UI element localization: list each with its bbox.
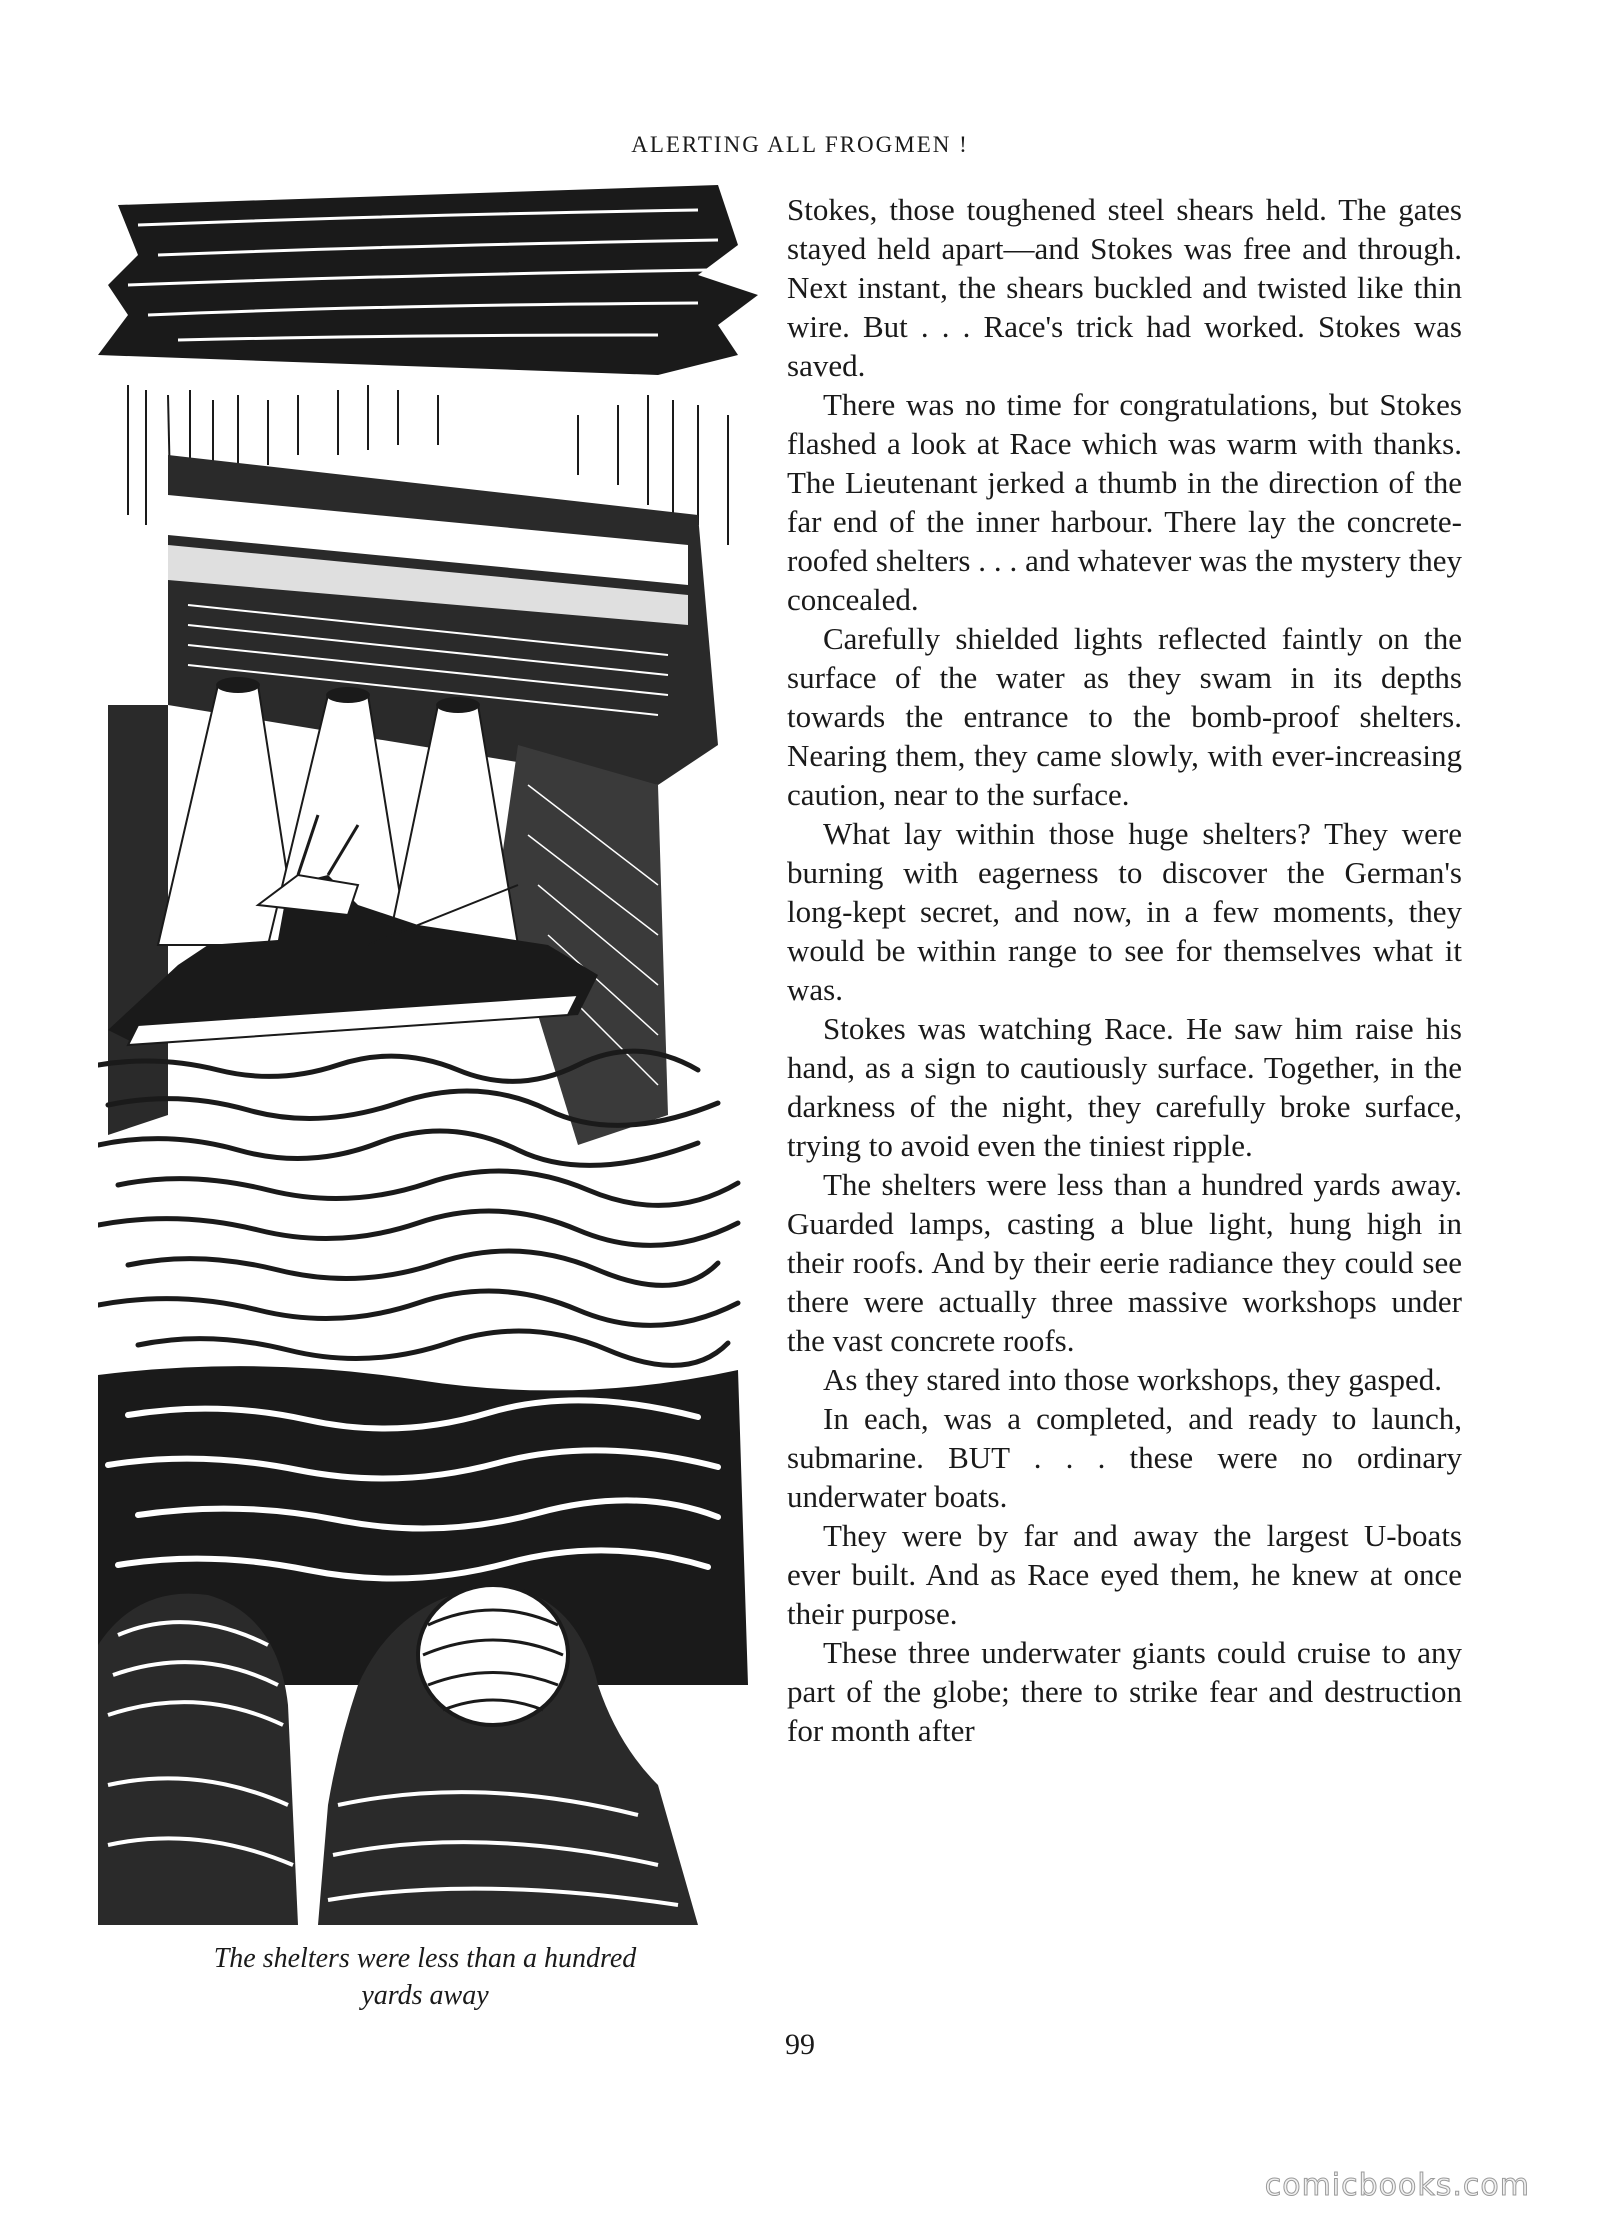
caption-line-2: yards away	[361, 1980, 489, 2011]
paragraph-7: As they stared into those workshops, they gasped.	[823, 1362, 1443, 1397]
running-title: ALERTING ALL FROGMEN !	[631, 132, 969, 157]
paragraph-5: Stokes was watching Race. He saw him raise his hand, as a sign to cautiously surface. Together, in the darkness of the night, they carefully broke surface, trying to avoid even the tiniest ripple.	[787, 1011, 1462, 1163]
illustration-drawing	[98, 185, 758, 1925]
figure-caption	[90, 1940, 760, 2014]
paragraph-9: They were by far and away the largest U-boats ever built. And as Race eyed them, he knew at once their purpose.	[787, 1518, 1462, 1631]
paragraph-8: In each, was a completed, and ready to launch, submarine. BUT . . . these were no ordinary underwater boats.	[787, 1401, 1462, 1514]
paragraph-1: Stokes, those toughened steel shears held. The gates stayed held apart—and Stokes was free and through. Next instant, the shears buckled and twisted like thin wire. But . . . Race's trick had worked. Stokes was saved.	[787, 192, 1462, 383]
paragraph-6: The shelters were less than a hundred yards away. Guarded lamps, casting a blue light, hung high in their roofs. And by their eerie radiance they could see there were actually three massive workshops under the vast concrete roofs.	[787, 1167, 1462, 1358]
paragraph-10: These three underwater giants could cruise to any part of the globe; there to strike fear and destruction for month after	[787, 1635, 1462, 1748]
paragraph-3: Carefully shielded lights reflected faintly on the surface of the water as they swam in its depths towards the entrance to the bomb-proof shelters. Nearing them, they came slowly, with ever-increasing caution, near to the surface.	[787, 621, 1462, 812]
page-number: 99	[785, 2028, 815, 2061]
body-text-column	[787, 190, 1462, 1750]
sky-hatching	[98, 185, 758, 375]
paragraph-2: There was no time for congratulations, but Stokes flashed a look at Race which was warm with thanks. The Lieutenant jerked a thumb in the direction of the far end of the inner harbour. There lay the concrete-roofed shelters . . . and whatever was the mystery they concealed.	[787, 387, 1462, 617]
frogman-left	[98, 1594, 298, 1925]
watermark: comicbooks.com	[1264, 2168, 1530, 2203]
illustration-frogmen-shelters	[98, 185, 758, 1925]
paragraph-4: What lay within those huge shelters? They were burning with eagerness to discover the German's long-kept secret, and now, in a few moments, they would be within range to see for themselves what it was.	[787, 816, 1462, 1007]
caption-line-1: The shelters were less than a hundred	[213, 1943, 637, 1974]
